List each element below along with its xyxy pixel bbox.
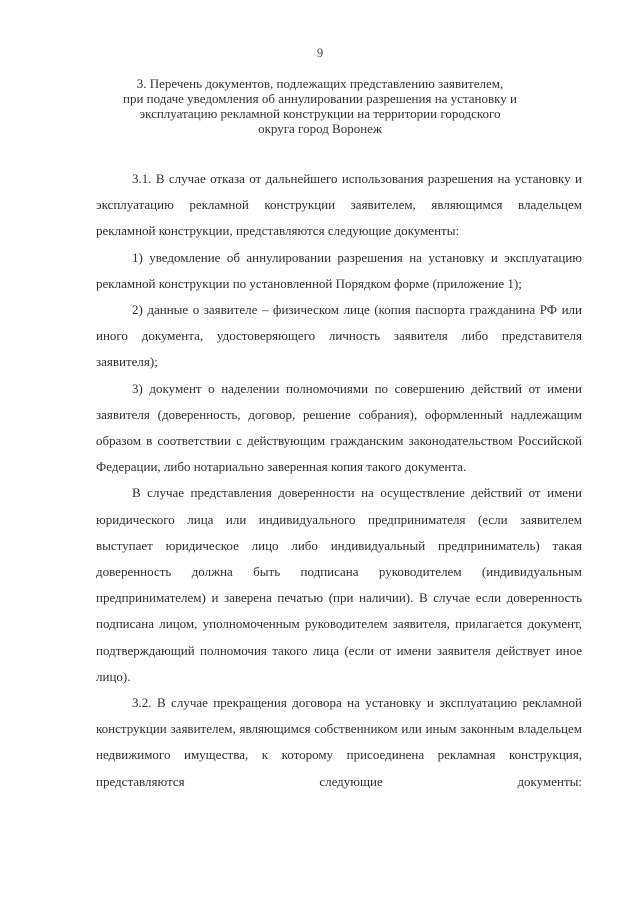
list-item-2: 2) данные о заявителе – физическом лице (копия паспорта гражданина РФ или иного документа, удостоверяющего личность заявителя либо представителя заявителя);: [96, 302, 582, 370]
list-item-1: 1) уведомление об аннулировании разрешения на установку и эксплуатацию рекламной конструкции по установленной Порядком форме (приложение 1);: [96, 249, 582, 291]
paragraph-power-of-attorney: В случае представления доверенности на осуществление действий от имени юридического лица или индивидуального предпринимателя (если заявителем выступает юридическое лицо либо индивидуальный предприниматель) такая доверенность должна быть подписана руководителем (индивидуальным предпринимателем) и заверена печатью (при наличии). В случае если доверенность подписана лицом, уполномоченным руководителем заявителя, прилагается документ, подтверждающий полномочия такого лица (если от имени заявителя действует иное лицо).: [96, 485, 582, 684]
page-number: 9: [316, 46, 324, 60]
list-item-3: 3) документ о наделении полномочиями по совершению действий от имени заявителя (доверенность, договор, решение собрания), оформленный надлежащим образом в соответствии с действующим гражданским законодательством Российской Федерации, либо нотариально заверенная копия такого документа.: [96, 380, 582, 475]
heading-line: 3. Перечень документов, подлежащих представлению заявителем,: [136, 76, 504, 91]
document-body: [96, 166, 582, 795]
heading-line: округа город Воронеж: [258, 121, 382, 136]
paragraph-3-2: 3.2. В случае прекращения договора на установку и эксплуатацию рекламной конструкции заявителем, являющимся собственником или иным законным владельцем недвижимого имущества, к которому присоединена рекламная конструкция, представляются следующие документы:: [96, 695, 582, 789]
section-heading: [110, 76, 530, 136]
heading-line: при подаче уведомления об аннулировании разрешения на установку и: [123, 91, 517, 106]
paragraph-3-1: 3.1. В случае отказа от дальнейшего использования разрешения на установку и эксплуатацию рекламной конструкции заявителем, являющимся владельцем рекламной конструкции, представляются следующие документы:: [96, 171, 582, 239]
heading-line: эксплуатацию рекламной конструкции на территории городского: [139, 106, 501, 121]
